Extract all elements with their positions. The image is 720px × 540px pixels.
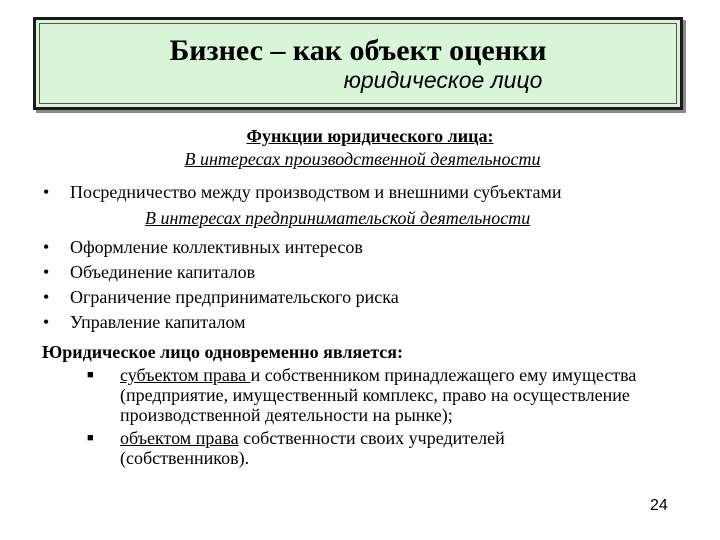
bullet-dot-icon: •	[43, 237, 50, 257]
square-bullet-icon: ■	[87, 369, 94, 381]
object-of-law-text: собственности своих учредителей (собственников).	[120, 428, 505, 468]
group2-title: В интересах предпринимательской деятельности	[145, 208, 531, 228]
subject-of-law-term: субъектом права	[120, 365, 251, 385]
list-item: Посредничество между производством и внешними субъектами	[70, 182, 562, 202]
slide-title: Бизнес – как объект оценки	[169, 34, 547, 67]
list-item: Управление капиталом	[70, 312, 246, 332]
bullet-dot-icon: •	[43, 312, 50, 332]
list-item: Объединение капиталов	[70, 262, 256, 282]
bullet-dot-icon: •	[43, 182, 50, 202]
square-bullet-icon: ■	[87, 432, 94, 444]
bullet-dot-icon: •	[43, 287, 50, 307]
page-number: 24	[650, 497, 668, 514]
subject-of-law-text: и собственником принадлежащего ему имущества (предприятие, имущественный комплекс, право на осуществление производственной деятельности на рынке);	[120, 365, 637, 425]
title-box	[33, 17, 683, 110]
list-item: Оформление коллективных интересов	[70, 237, 363, 257]
simultaneous-heading: Юридическое лицо одновременно является:	[42, 342, 403, 362]
list-item: Ограничение предпринимательского риска	[70, 287, 399, 307]
functions-heading: Функции юридического лица:	[246, 126, 494, 146]
list-item	[120, 365, 695, 425]
bullet-dot-icon: •	[43, 262, 50, 282]
group1-title: В интересах производственной деятельности	[184, 149, 541, 169]
list-item	[120, 428, 570, 468]
object-of-law-term: объектом права	[120, 428, 239, 448]
slide-subtitle: юридическое лицо	[343, 67, 543, 93]
